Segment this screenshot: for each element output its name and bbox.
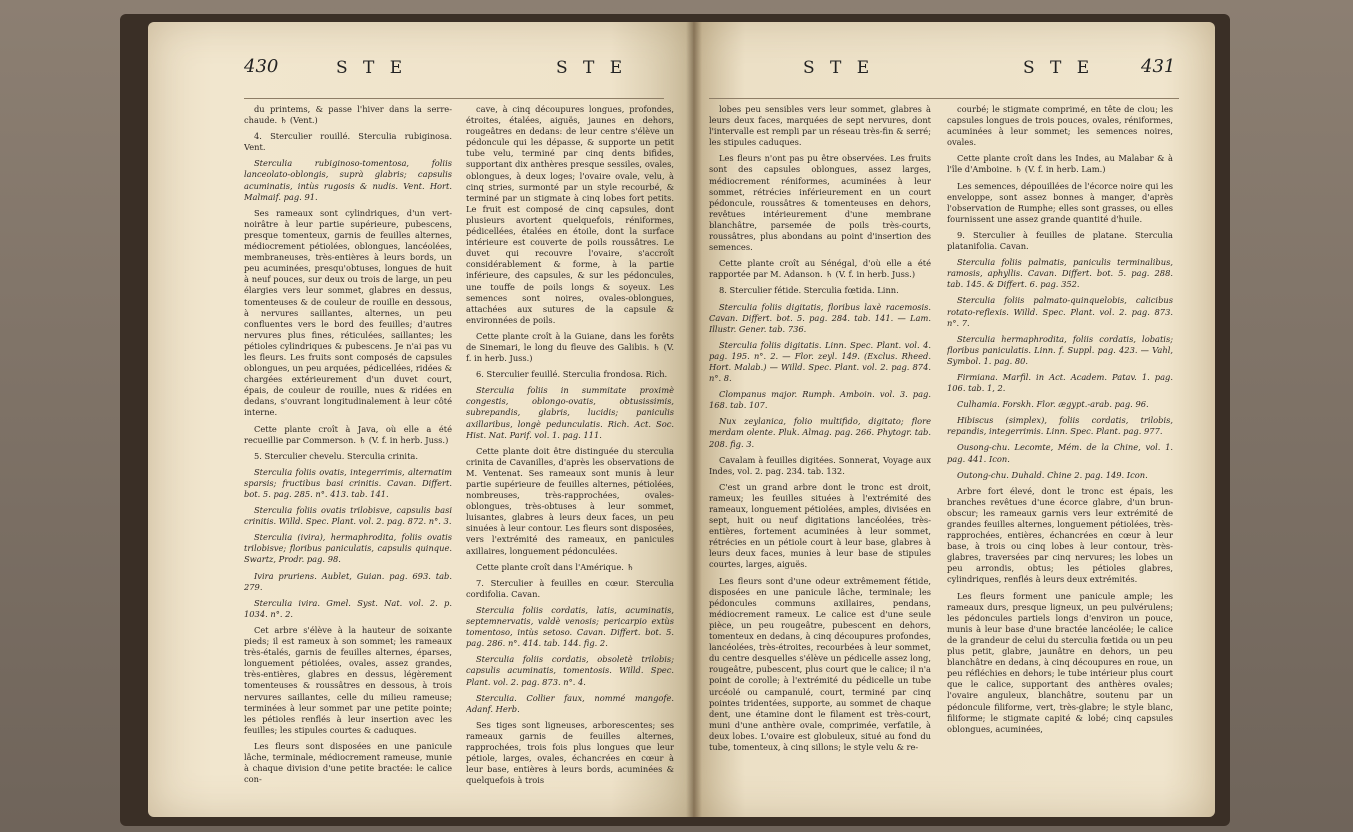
paragraph: Sterculia foliis palmato-quinquelobis, calicibus rotato-reflexis. Willd. Spec. Plant. vol. 2. pag. 873. n°. 7. [947, 295, 1173, 328]
left-page-header-right: S T E [556, 58, 628, 78]
paragraph: Sterculia ivira. Gmel. Syst. Nat. vol. 2. p. 1034. n°. 2. [244, 597, 452, 619]
paragraph: Cavalam à feuilles digitées. Sonnerat, Voyage aux Indes, vol. 2. pag. 234. tab. 132. [709, 454, 931, 476]
left-page-column-2 [466, 104, 674, 817]
paragraph: Firmiana. Marfil. in Act. Academ. Patav. 1. pag. 106. tab. 1, 2. [947, 371, 1173, 394]
paragraph: Sterculia. Collier faux, nommé mangofe. Adanf. Herb. [466, 692, 674, 714]
paragraph: Ses rameaux sont cylindriques, d'un vert-noirâtre à leur partie supérieure, pubescens, presque tomenteux, garnis de feuilles alternes, médiocrement pétiolées, oblongues, lancéolées, membraneuses, très-entières à leurs bords, un peu acuminées, presqu'obtuses, longues de huit à neuf pouces, sur deux ou trois de large, un peu élargies vers leur sommet, glabres en dessus, tomenteuses & de couleur de rouille en dessous, à nervures saillantes, alternes, un peu confluentes vers le bord des feuilles; d'autres nervures plus fines, réticulées, saillantes; les pétioles cylindriques & pubescens. Je n'ai pas vu les fleurs. Les fruits sont composés de capsules oblongues, un peu arquées, pédicellées, ridées & chargées extérieurement d'un duvet court, épais, de couleur de rouille, nues & ridées en dedans, s'ouvrant longitudinalement à leur côté interne. [244, 207, 452, 418]
paragraph: Nux zeylanica, folio multifido, digitato; flore merdam olente. Pluk. Almag. pag. 266. Phytogr. tab. 208. fig. 3. [709, 416, 931, 449]
paragraph: courbé; le stigmate comprimé, en tête de clou; les capsules longues de trois pouces, ovales, réniformes, acuminées à leur sommet; les semences noires, ovales. [947, 104, 1173, 148]
right-header-rule [709, 98, 1179, 99]
paragraph: Les fleurs n'ont pas pu être observées. Les fruits sont des capsules oblongues, assez larges, médiocrement réniformes, acuminées à leur sommet, rétrécies inférieurement en un court pédoncule, roussâtres & tomenteuses en dehors, revêtues intérieurement d'une membrane blanchâtre, parsemée de poils très-courts, roussâtres, plus abondans au point d'insertion des semences. [709, 153, 931, 253]
right-page [693, 22, 1215, 817]
paragraph: Clompanus major. Rumph. Amboin. vol. 3. pag. 168. tab. 107. [709, 389, 931, 411]
paragraph: Outong-chu. Duhald. Chine 2. pag. 149. Icon. [957, 469, 1148, 480]
paragraph: Ses tiges sont ligneuses, arborescentes; ses rameaux garnis de feuilles alternes, rapprochées, trois fois plus longues que leur pétiole, larges, ovales, échancrées en cœur à leur base, entières à leurs bords, acuminées & quelquefois à trois [466, 719, 674, 786]
paragraph: 6. Sterculier feuillé. Sterculia frondosa. Rich. [476, 369, 668, 380]
paragraph: Sterculia foliis in summitate proximè congestis, oblongo-ovatis, obtusissimis, subrepandis, glabris, lucidis; paniculis axillaribus, longè pedunculatis. Rich. Act. Soc. Hist. Nat. Parif. vol. 1. pag. 111. [466, 385, 674, 440]
paragraph: Sterculia foliis cordatis, latis, acuminatis, septemnervatis, valdè venosis; pericarpio extùs tomentoso, intùs setoso. Cavan. Differt. bot. 5. pag. 286. n°. 414. tab. 144. fig. 2. [466, 604, 674, 649]
paragraph: Sterculia foliis palmatis, paniculis terminalibus, ramosis, aphyllis. Cavan. Differt. bot. 5. pag. 288. tab. 145. & Differt. 6. pag. 352. [947, 257, 1173, 290]
paragraph: Sterculia foliis ovatis trilobisve, capsulis basi crinitis. Willd. Spec. Plant. vol. 2. pag. 872. n°. 3. [244, 505, 452, 527]
paragraph: Cette plante doit être distinguée du sterculia crinita de Cavanilles, d'après les observations de M. Ventenat. Ses rameaux sont munis à leur partie supérieure de feuilles alternes, pétiolées, nombreuses, très-rapprochées, ovales-oblongues, très-obtuses à leur sommet, luisantes, glabres à leurs deux faces, un peu sinuées à leur contour. Les fleurs sont disposées, vers l'extrémité des rameaux, en panicules axillaires, longuement pédonculées. [466, 445, 674, 556]
right-page-column-1 [709, 104, 931, 817]
paragraph: Ivira pruriens. Aublet, Guian. pag. 693. tab. 279. [244, 570, 452, 592]
paragraph: Cette plante croît au Sénégal, d'où elle a été rapportée par M. Adanson. ♄ (V. f. in herb. Juss.) [709, 258, 931, 280]
paragraph: 5. Sterculier chevelu. Sterculia crinita. [254, 450, 418, 461]
paragraph: 7. Sterculier à feuilles en cœur. Sterculia cordifolia. Cavan. [466, 577, 674, 599]
paragraph: 8. Sterculier fétide. Sterculia fœtida. Linn. [719, 285, 899, 296]
paragraph: Sterculia foliis digitatis, floribus laxè racemosis. Cavan. Differt. bot. 5. pag. 284. tab. 141. — Lam. Illustr. Gener. tab. 736. [709, 301, 931, 334]
left-page [148, 22, 693, 817]
paragraph: Sterculia hermaphrodita, foliis cordatis, lobatis; floribus paniculatis. Linn. f. Suppl. pag. 423. — Vahl, Symbol. 1. pag. 80. [947, 333, 1173, 366]
paragraph: Sterculia foliis ovatis, integerrimis, alternatim sparsis; fructibus basi crinitis. Cavan. Differt. bot. 5. pag. 285. n°. 413. tab. 141. [244, 466, 452, 499]
paragraph: Sterculia foliis cordatis, obsoletè trilobis; capsulis acuminatis, tomentosis. Willd. Spec. Plant. vol. 2. pag. 873. n°. 4. [466, 654, 674, 687]
right-page-column-2 [947, 104, 1173, 817]
right-page-header-left: S T E [803, 58, 875, 78]
paragraph: Sterculia (ivira), hermaphrodita, foliis ovatis trilobisve; floribus paniculatis, capsulis quinque. Swartz, Prodr. pag. 98. [244, 532, 452, 565]
right-page-number: 431 [1141, 56, 1176, 77]
paragraph: 4. Sterculier rouillé. Sterculia rubiginosa. Vent. [244, 131, 452, 153]
book-gutter [686, 22, 702, 817]
paragraph: Hibiscus (simplex), foliis cordatis, trilobis, repandis, integerrimis. Linn. Spec. Plant. pag. 977. [947, 415, 1173, 437]
paragraph: Cette plante croît à Java, où elle a été recueillie par Commerson. ♄ (V. f. in herb. Juss.) [244, 423, 452, 445]
paragraph: Les fleurs sont d'une odeur extrêmement fétide, disposées en une panicule lâche, terminale; les pédoncules communs axillaires, pendans, médiocrement rameux. Le calice est d'une seule pièce, un peu rougeâtre, pubescent en dehors, tomenteux en dedans, à cinq découpures profondes, lancéolées, très-étroites, recourbées à leur sommet, du centre desquelles s'élève un pédicelle assez long, rougeâtre, pubescent, plus court que le calice; il n'a point de corolle; à l'extrémité du pédicelle un tube urcéolé ou campanulé, court, terminé par cinq pointes tridentées, supporte, au sommet de chaque dent, une étamine dont le filament est très-court, muni d'une anthère ovale, comprimée, verfatile, à deux lobes. L'ovaire est globuleux, situé au fond du tube, tomenteux, à cinq sillons; le style velu & re- [709, 575, 931, 752]
paragraph: Arbre fort élevé, dont le tronc est épais, les branches revêtues d'une écorce glabre, d'un brun-obscur; les rameaux garnis vers leur extrémité de grandes feuilles alternes, longuement pétiolées, très-rapprochées, entières, échancrées en cœur à leur base, à trois ou cinq lobes à leur contour, très-glabres, traversées par cinq nervures; les lobes un peu arrondis, obtus; les pétioles glabres, cylindriques, renflés à leurs deux extrémités. [947, 485, 1173, 585]
paragraph: Cet arbre s'élève à la hauteur de soixante pieds; il est rameux à son sommet; les rameaux très-étalés, garnis de feuilles alternes, éparses, longuement pétiolées, ovales, assez grandes, très-entières, glabres en dessus, légèrement tomenteuses & roussâtres en dessous, à trois nervures saillantes, celle du milieu rameuse; terminées à leur sommet par une petite pointe; les pétioles renflés à leur insertion avec les feuilles; les stipules courtes & caduques. [244, 624, 452, 735]
left-header-rule [244, 98, 664, 99]
paragraph: Cette plante croît à la Guiane, dans les forêts de Sinemari, le long du fleuve des Galibis. ♄ (V. f. in herb. Juss.) [466, 330, 674, 364]
paragraph: Les semences, dépouillées de l'écorce noire qui les enveloppe, sont assez bonnes à manger, d'après l'observation de Rumphe; elles sont grasses, ou elles fournissent une assez grande quantité d'huile. [947, 180, 1173, 224]
paragraph: cave, à cinq découpures longues, profondes, étroites, étalées, aiguës, jaunes en dehors, rougeâtres en dedans: de leur centre s'élève un pédoncule qui les dépasse, & supporte un petit tube velu, terminé par cinq dents bifides, supportant dix anthères presque sessiles, ovales, oblongues, à deux loges; l'ovaire ovale, velu, à cinq stries, surmonté par un style recourbé, & terminé par un stigmate à cinq lobes fort petits. Le fruit est composé de cinq capsules, dont plusieurs avortent quelquefois, réniformes, pédicellées, étalées en étoile, dont la surface intérieure est couverte de poils roussâtres. Le duvet qui recouvre l'ovaire, s'accroît considérablement & forme, à la partie inférieure, des capsules, & sur les pédoncules, une touffe de poils longs & soyeux. Les semences sont noires, ovales-oblongues, attachées aux sutures de la capsule & environnées de poils. [466, 104, 674, 325]
paragraph: Culhamia. Forskh. Flor. ægypt.-arab. pag. 96. [957, 399, 1149, 410]
left-page-header-left: S T E [336, 58, 408, 78]
paragraph: 9. Sterculier à feuilles de platane. Sterculia platanifolia. Cavan. [947, 229, 1173, 252]
paragraph: Ousong-chu. Lecomte, Mém. de la Chine, vol. 1. pag. 441. Icon. [947, 442, 1173, 464]
paragraph: C'est un grand arbre dont le tronc est droit, rameux; les feuilles situées à l'extrémité des rameaux, longuement pétiolées, amples, divisées en sept, huit ou neuf digitations lancéolées, très-entières, fortement acuminées à leur sommet, rétrécies en un pétiole court à leur base, glabres à leurs deux faces, munies à leur base de stipules courtes, larges, aiguës. [709, 481, 931, 570]
paragraph: Cette plante croît dans l'Amérique. ♄ [476, 561, 634, 572]
paragraph: lobes peu sensibles vers leur sommet, glabres à leurs deux faces, marquées de sept nervures, dont l'intervalle est rempli par un réseau très-fin & serré; les stipules caduques. [709, 104, 931, 148]
right-page-header-right: S T E [1023, 58, 1095, 78]
paragraph: Les fleurs sont disposées en une panicule lâche, terminale, médiocrement rameuse, munie à chaque division d'une petite bractée: le calice con- [244, 740, 452, 785]
left-page-column-1 [244, 104, 452, 817]
paragraph: Sterculia foliis digitatis. Linn. Spec. Plant. vol. 4. pag. 195. n°. 2. — Flor. zeyl. 149. (Exclus. Rheed. Hort. Malab.) — Willd. Spec. Plant. vol. 2. pag. 874. n°. 8. [709, 339, 931, 384]
paragraph: Cette plante croît dans les Indes, au Malabar & à l'île d'Amboine. ♄ (V. f. in herb. Lam.) [947, 153, 1173, 175]
paragraph: Sterculia rubiginoso-tomentosa, foliis lanceolato-oblongis, suprà glabris; capsulis acuminatis, intùs rugosis & nudis. Vent. Hort. Malmaif. pag. 91. [244, 158, 452, 202]
left-page-number: 430 [244, 56, 279, 77]
paragraph: du printems, & passe l'hiver dans la serre-chaude. ♄ (Vent.) [244, 104, 452, 126]
paragraph: Les fleurs forment une panicule ample; les rameaux durs, presque ligneux, un peu pulvérulens; les pédoncules partiels longs d'environ un pouce, munis à leur base d'une bractée lancéolée; le calice de la grandeur de celui du sterculia fœtida ou un peu plus petit, glabre, jaunâtre en dehors, un peu blanchâtre en dedans, à cinq découpures en roue, un peu réfléchies en dehors; le tube intérieur plus court que le calice, supportant des anthères ovales; l'ovaire anguleux, blanchâtre, soutenu par un pédoncule filiforme, vert, très-glabre; le style blanc, filiforme; le stigmate capité & lobé; cinq capsules oblongues, acuminées, [947, 590, 1173, 734]
